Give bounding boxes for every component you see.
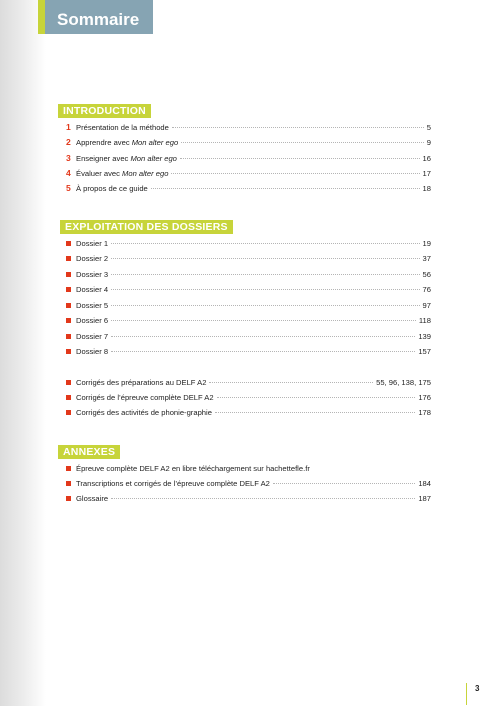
entry-label: Dossier 2 [76, 253, 109, 263]
dot-leader [215, 412, 415, 413]
dot-leader [151, 188, 420, 189]
entry-label: Présentation de la méthode [76, 123, 169, 132]
section-title-exploitation: EXPLOITATION DES DOSSIERS [60, 220, 233, 234]
toc-entry-corriges-epreuve[interactable] [66, 391, 431, 403]
dot-leader [111, 243, 419, 244]
entry-label: Corrigés des préparations au DELF A2 [76, 377, 207, 387]
dot-leader [172, 127, 424, 128]
toc-entry-dossier-4[interactable] [66, 283, 431, 295]
entry-number: 1 [66, 122, 71, 132]
section-title-annexes: ANNEXES [58, 445, 120, 459]
entry-page: 17 [422, 169, 431, 178]
entry-label: Enseigner avec Mon alter ego [76, 154, 177, 163]
page-number: 3 [475, 684, 480, 693]
toc-entry-corriges-delf[interactable] [66, 376, 431, 388]
toc-entry-glossaire[interactable] [66, 492, 431, 504]
red-square-bullet-icon [66, 283, 76, 295]
entry-label: À propos de ce guide [76, 184, 148, 193]
entry-number: 3 [66, 153, 71, 163]
red-square-bullet-icon [66, 252, 76, 264]
toc-entry-dossier-1[interactable] [66, 237, 431, 249]
entry-page: 157 [418, 346, 431, 356]
dot-leader [171, 173, 419, 174]
dot-leader [111, 336, 415, 337]
entry-label: Évaluer avec Mon alter ego [76, 169, 169, 178]
entry-page: 187 [418, 493, 431, 503]
red-square-bullet-icon [66, 477, 76, 489]
dot-leader [217, 397, 416, 398]
toc-entry-corriges-phonie[interactable] [66, 406, 431, 418]
entry-label: Épreuve complète DELF A2 en libre téléchargement sur hachettefle.fr [76, 463, 310, 473]
entry-label: Dossier 8 [76, 346, 109, 356]
dot-leader [111, 498, 415, 499]
toc-entry-epreuve-telechargement[interactable] [66, 462, 431, 474]
entry-label: Transcriptions et corrigés de l’épreuve complète DELF A2 [76, 478, 270, 488]
toc-entry-dossier-5[interactable] [66, 299, 431, 311]
toc-entry-dossier-3[interactable] [66, 268, 431, 280]
footer-divider [466, 683, 467, 705]
entry-label: Corrigés de l’épreuve complète DELF A2 [76, 392, 214, 402]
dot-leader [111, 289, 419, 290]
entry-page: 139 [418, 331, 431, 341]
entry-number: 4 [66, 168, 71, 178]
dot-leader [180, 158, 420, 159]
red-square-bullet-icon [66, 391, 76, 403]
entry-number: 5 [66, 183, 71, 193]
header-accent-bar [38, 0, 45, 34]
toc-entry-dossier-8[interactable] [66, 345, 431, 357]
red-square-bullet-icon [66, 237, 76, 249]
entry-label: Dossier 4 [76, 284, 109, 294]
entry-page: 19 [422, 238, 431, 248]
entry-label: Corrigés des activités de phonie-graphie [76, 407, 212, 417]
entry-page: 55, 96, 138, 175 [376, 377, 431, 387]
entry-page: 178 [418, 407, 431, 417]
dot-leader [111, 258, 419, 259]
toc-entry[interactable] [66, 121, 431, 133]
entry-page: 16 [422, 154, 431, 163]
toc-entry[interactable] [66, 182, 431, 194]
section-title-introduction: INTRODUCTION [58, 104, 151, 118]
red-square-bullet-icon [66, 462, 76, 474]
entry-page: 97 [422, 300, 431, 310]
dot-leader [111, 274, 419, 275]
entry-page: 18 [422, 184, 431, 193]
red-square-bullet-icon [66, 406, 76, 418]
entry-page: 56 [422, 269, 431, 279]
toc-entry-transcriptions[interactable] [66, 477, 431, 489]
entry-page: 184 [418, 478, 431, 488]
toc-entry[interactable] [66, 152, 431, 164]
red-square-bullet-icon [66, 268, 76, 280]
entry-label: Dossier 1 [76, 238, 109, 248]
dot-leader [111, 305, 419, 306]
entry-label: Dossier 3 [76, 269, 109, 279]
entry-label: Glossaire [76, 493, 109, 503]
entry-page: 76 [422, 284, 431, 294]
red-square-bullet-icon [66, 314, 76, 326]
toc-entry-dossier-6[interactable] [66, 314, 431, 326]
red-square-bullet-icon [66, 299, 76, 311]
red-square-bullet-icon [66, 376, 76, 388]
entry-page: 9 [426, 138, 431, 147]
entry-number: 2 [66, 137, 71, 147]
entry-label: Apprendre avec Mon alter ego [76, 138, 179, 147]
dot-leader [273, 483, 415, 484]
dot-leader [209, 382, 373, 383]
dot-leader [111, 351, 415, 352]
dot-leader [111, 320, 416, 321]
red-square-bullet-icon [66, 330, 76, 342]
entry-page: 37 [422, 253, 431, 263]
red-square-bullet-icon [66, 345, 76, 357]
page-title: Sommaire [45, 0, 153, 34]
toc-entry-dossier-7[interactable] [66, 330, 431, 342]
entry-label: Dossier 7 [76, 331, 109, 341]
toc-entry-dossier-2[interactable] [66, 252, 431, 264]
toc-entry[interactable] [66, 136, 431, 148]
entry-page: 118 [418, 315, 431, 325]
entry-page: 5 [426, 123, 431, 132]
dot-leader [181, 142, 424, 143]
page-margin-shade [0, 0, 46, 706]
entry-label: Dossier 5 [76, 300, 109, 310]
red-square-bullet-icon [66, 492, 76, 504]
toc-entry[interactable] [66, 167, 431, 179]
entry-page: 176 [418, 392, 431, 402]
entry-label: Dossier 6 [76, 315, 109, 325]
